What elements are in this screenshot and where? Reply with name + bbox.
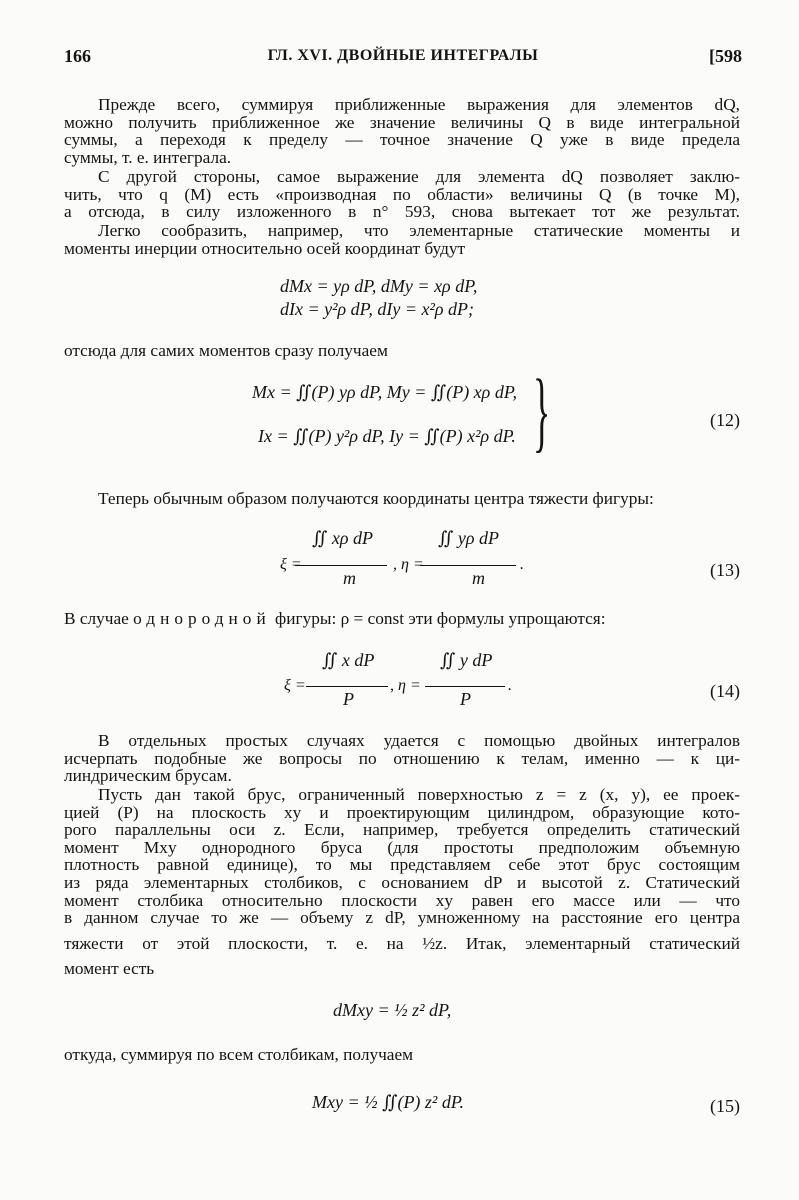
- fraction-eta-denominator: m: [472, 568, 485, 588]
- text-line: суммы, а переходя к пределу — точное значение Q уже в виде предела: [64, 130, 740, 150]
- fraction-bar: [425, 686, 505, 687]
- equation-13-xi: ξ =: [280, 556, 302, 573]
- text-line: Пусть дан такой брус, ограниченный поверхностью z = z (x, y), ее проек-: [98, 785, 740, 804]
- text-line: момент Mxy однородного бруса (для простоты предположим объемную: [64, 837, 740, 857]
- text-line: Теперь обычным образом получаются координаты центра тяжести фигуры:: [98, 489, 654, 508]
- equation-13-period: .: [520, 556, 524, 573]
- equation-number-15: (15): [710, 1096, 740, 1116]
- fraction-bar: [295, 565, 387, 566]
- text-line: момент есть: [64, 959, 155, 979]
- fraction-eta-numerator: ∬ yρ dP: [438, 528, 499, 548]
- text-line: отсюда для самих моментов сразу получаем: [64, 341, 388, 360]
- fraction-xi-numerator: ∬ x dP: [322, 650, 375, 670]
- paragraph-1: [64, 96, 740, 166]
- text-line: исчерпать подобные же вопросы по отношению к телам, именно — к ци-: [64, 748, 740, 768]
- equation-12-line-1: Mx = ∬(P) yρ dP, My = ∬(P) xρ dP,: [252, 382, 517, 402]
- right-brace: }: [532, 362, 551, 461]
- section-number: [598: [709, 46, 742, 66]
- text-line: С другой стороны, самое выражение для элемента dQ позволяет заклю-: [98, 167, 740, 186]
- paragraph-3: [64, 222, 740, 257]
- text-line: цией (P) на плоскость xy и проектирующим цилиндром, образующие кото-: [64, 802, 740, 822]
- text-line: В случае однородной фигуры: ρ = const эти формулы упрощаются:: [64, 609, 606, 628]
- equation-14-xi: ξ =: [284, 677, 306, 694]
- paragraph-6: [64, 610, 740, 628]
- fraction-xi-denominator: P: [343, 689, 354, 709]
- paragraph-2: [64, 168, 740, 221]
- text-line: Легко сообразить, например, что элементарные статические моменты и: [98, 221, 740, 240]
- text-line: плотность равной единице), то мы представляем себе этот брус состоящим: [64, 855, 740, 875]
- text-line: тяжести от этой плоскости, т. е. на ½z. Итак, элементарный статический: [64, 933, 740, 953]
- text-line: откуда, суммируя по всем столбикам, получаем: [64, 1045, 414, 1064]
- equation-13-comma-eta: , η =: [393, 556, 424, 573]
- paragraph-8: [64, 786, 740, 978]
- text-line: чить, что q (M) есть «производная по области» величины Q (в точке M),: [64, 184, 740, 204]
- equation-number-12: (12): [710, 410, 740, 430]
- equation-14-comma-eta: , η =: [390, 677, 421, 694]
- equation-12-line-2: Ix = ∬(P) y²ρ dP, Iy = ∬(P) x²ρ dP.: [258, 426, 516, 446]
- paragraph-7: [64, 732, 740, 785]
- equation-14-period: .: [508, 677, 512, 694]
- text-line: моменты инерции относительно осей координат будут: [64, 238, 466, 258]
- paragraph-4: [64, 342, 740, 360]
- equation-15: Mxy = ½ ∬(P) z² dP.: [312, 1092, 465, 1112]
- paragraph-9: [64, 1046, 740, 1064]
- formula-dMxy: dMxy = ½ z² dP,: [333, 1000, 452, 1020]
- fraction-bar: [420, 565, 516, 566]
- fraction-xi-numerator: ∬ xρ dP: [312, 528, 373, 548]
- formula-line: dIx = y²ρ dP, dIy = x²ρ dP;: [280, 299, 474, 319]
- fraction-bar: [306, 686, 388, 687]
- equation-number-14: (14): [710, 681, 740, 701]
- text-line: момент столбика относительно плоскости xy равен его массе или — что: [64, 890, 740, 910]
- paragraph-5: [64, 490, 740, 508]
- running-title: ГЛ. XVI. ДВОЙНЫЕ ИНТЕГРАЛЫ: [267, 47, 539, 64]
- text-line: суммы, т. е. интеграла.: [64, 147, 232, 167]
- text-line: рого параллельны оси z. Если, например, требуется определить статический: [64, 820, 740, 840]
- text-line: В отдельных простых случаях удается с помощью двойных интегралов: [98, 731, 740, 750]
- text-line: а отсюда, в силу изложенного в n° 593, снова вытекает тот же результат.: [64, 202, 740, 222]
- fraction-xi-denominator: m: [343, 568, 356, 588]
- text-line: можно получить приближенное же значение величины Q в виде интегральной: [64, 112, 740, 132]
- text-line: линдрическим брусам.: [64, 766, 232, 786]
- text-line: Прежде всего, суммируя приближенные выражения для элементов dQ,: [98, 95, 740, 114]
- formula-line: dMx = yρ dP, dMy = xρ dP,: [280, 276, 478, 296]
- text-line: из ряда элементарных столбиков, с основанием dP и высотой z. Статический: [64, 872, 740, 892]
- page-header: [64, 46, 742, 72]
- page-number: 166: [64, 46, 91, 66]
- fraction-eta-numerator: ∬ y dP: [440, 650, 493, 670]
- text-line: в данном случае то же — объему z dP, умноженному на расстояние его центра: [64, 908, 740, 928]
- equation-number-13: (13): [710, 560, 740, 580]
- fraction-eta-denominator: P: [460, 689, 471, 709]
